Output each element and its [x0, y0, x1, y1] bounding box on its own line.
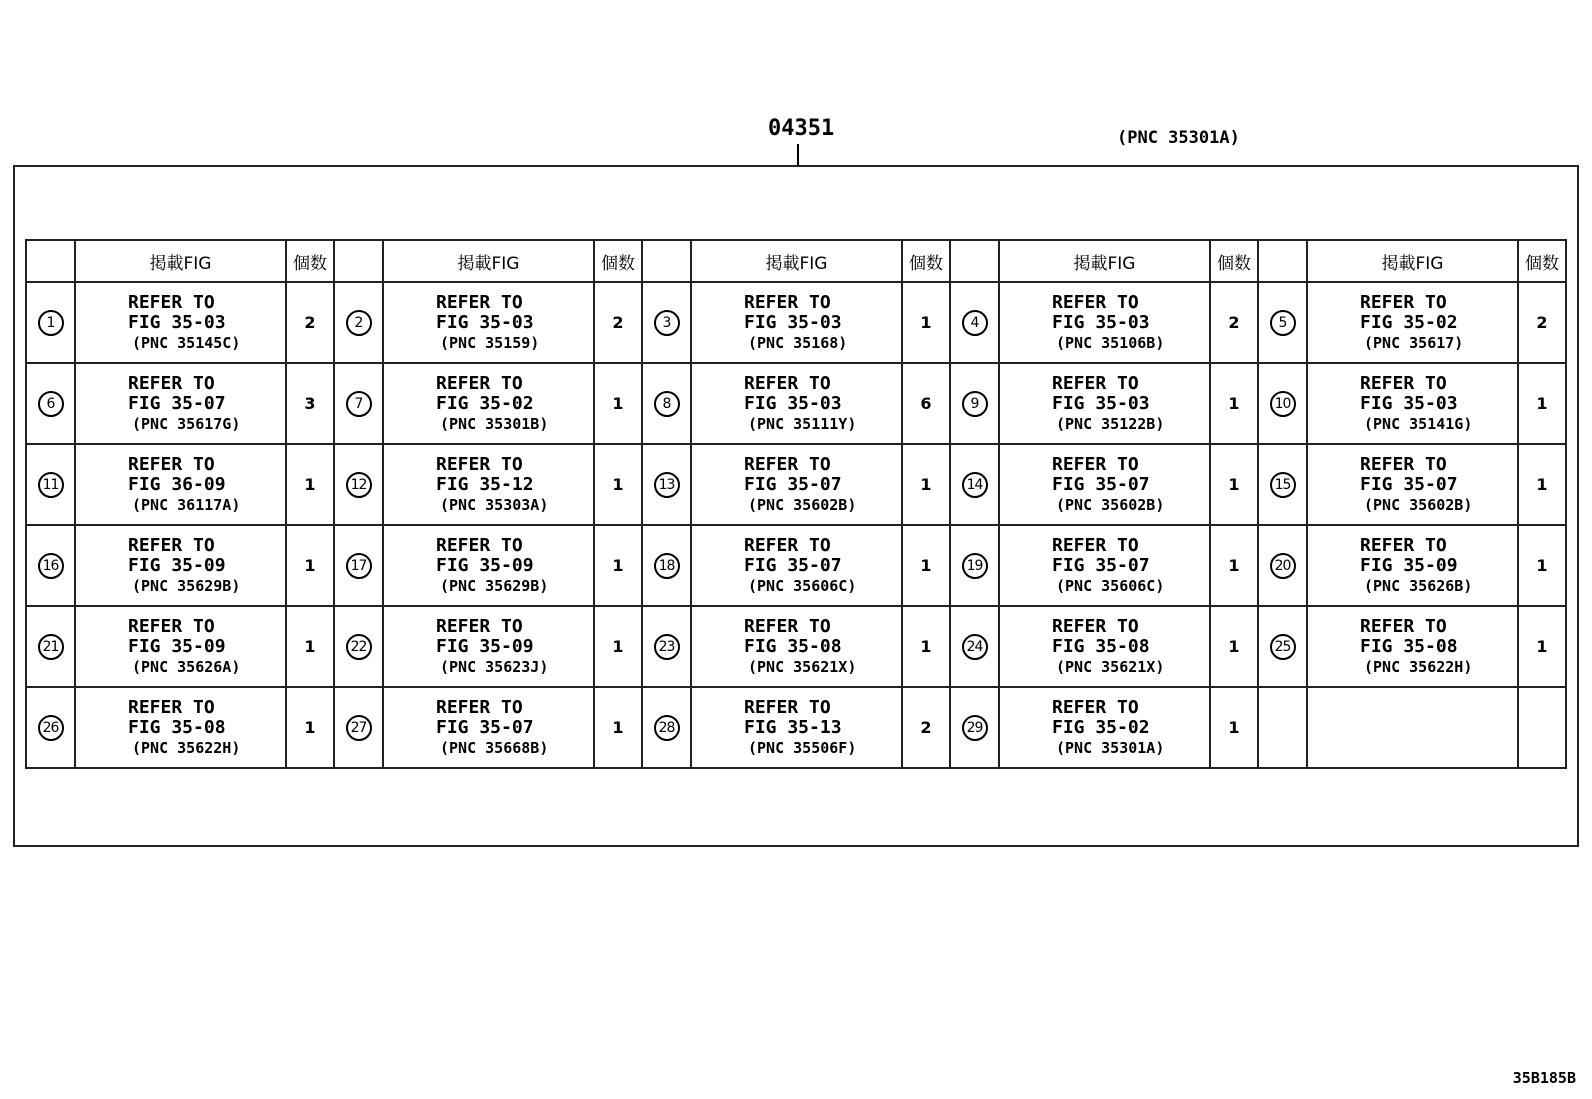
header-qty: 個数	[286, 240, 334, 282]
item-number-circle: 3	[654, 310, 680, 336]
fig-number-text: FIG 35-07	[128, 392, 226, 414]
item-number-circle: 22	[346, 634, 372, 660]
pnc-text: (PNC 35621X)	[1056, 657, 1165, 676]
item-number-circle: 19	[962, 553, 988, 579]
pnc-text: (PNC 35301A)	[1056, 738, 1165, 757]
fig-reference	[1000, 293, 1209, 353]
pnc-text: (PNC 35122B)	[1056, 414, 1165, 433]
fig-reference	[1308, 617, 1517, 677]
quantity-cell: 1	[286, 687, 334, 768]
fig-reference	[692, 536, 901, 596]
item-number-cell	[26, 525, 75, 606]
fig-number-text: FIG 35-07	[1052, 473, 1150, 495]
fig-reference-cell	[75, 687, 286, 768]
fig-number-text: FIG 35-09	[128, 554, 226, 576]
item-number-circle: 20	[1270, 553, 1296, 579]
fig-number-text: FIG 35-13	[744, 716, 842, 738]
header-number-cell	[334, 240, 383, 282]
fig-reference-cell	[1307, 282, 1518, 363]
fig-reference-cell	[999, 687, 1210, 768]
item-number-cell	[1258, 363, 1307, 444]
fig-reference	[76, 536, 285, 596]
item-number-cell	[642, 282, 691, 363]
pnc-text: (PNC 35606C)	[1056, 576, 1165, 595]
fig-reference-cell	[75, 282, 286, 363]
figure-reference-table	[25, 239, 1567, 769]
item-number-circle: 6	[38, 391, 64, 417]
pnc-text: (PNC 35621X)	[748, 657, 857, 676]
pnc-text: (PNC 35602B)	[1056, 495, 1165, 514]
quantity-cell: 2	[286, 282, 334, 363]
quantity-cell: 1	[1518, 525, 1566, 606]
item-number-cell	[1258, 282, 1307, 363]
fig-number-text: FIG 35-03	[1360, 392, 1458, 414]
quantity-cell: 1	[1518, 444, 1566, 525]
fig-reference-cell	[383, 606, 594, 687]
fig-reference-cell	[1307, 687, 1518, 768]
header-number-cell	[1258, 240, 1307, 282]
header-fig: 掲載FIG	[383, 240, 594, 282]
table-row	[26, 687, 1566, 768]
quantity-cell: 1	[1210, 444, 1258, 525]
refer-to-text: REFER TO	[1052, 696, 1139, 718]
refer-to-text: REFER TO	[1360, 372, 1447, 394]
item-number-circle: 2	[346, 310, 372, 336]
header-qty: 個数	[902, 240, 950, 282]
fig-reference-cell	[691, 282, 902, 363]
refer-to-text: REFER TO	[744, 291, 831, 313]
item-number-circle: 8	[654, 391, 680, 417]
fig-reference	[692, 698, 901, 758]
item-number-cell	[334, 525, 383, 606]
quantity-cell: 1	[1210, 687, 1258, 768]
refer-to-text: REFER TO	[128, 291, 215, 313]
header-qty: 個数	[1518, 240, 1566, 282]
fig-number-text: FIG 35-07	[744, 473, 842, 495]
item-number-circle: 21	[38, 634, 64, 660]
item-number-cell	[642, 606, 691, 687]
item-number-cell	[334, 606, 383, 687]
item-number-circle: 13	[654, 472, 680, 498]
item-number-circle: 27	[346, 715, 372, 741]
quantity-cell: 3	[286, 363, 334, 444]
quantity-cell: 1	[594, 363, 642, 444]
refer-to-text: REFER TO	[744, 534, 831, 556]
pnc-text: (PNC 35617)	[1364, 333, 1464, 352]
fig-number-text: FIG 35-02	[436, 392, 534, 414]
header-qty: 個数	[1210, 240, 1258, 282]
header-number-cell	[642, 240, 691, 282]
quantity-cell: 1	[594, 606, 642, 687]
fig-number-text: FIG 36-09	[128, 473, 226, 495]
fig-reference	[1000, 374, 1209, 434]
quantity-cell: 2	[1210, 282, 1258, 363]
fig-reference	[76, 293, 285, 353]
quantity-cell: 1	[594, 687, 642, 768]
item-number-circle: 26	[38, 715, 64, 741]
fig-reference	[1000, 617, 1209, 677]
fig-number-text: FIG 35-02	[1052, 716, 1150, 738]
fig-number-text: FIG 35-07	[744, 554, 842, 576]
pnc-text: (PNC 35506F)	[748, 738, 857, 757]
fig-reference-cell	[75, 525, 286, 606]
fig-reference-cell	[691, 606, 902, 687]
table-header-row	[26, 240, 1566, 282]
fig-reference	[1308, 293, 1517, 353]
fig-reference-cell	[691, 525, 902, 606]
item-number-cell	[950, 687, 999, 768]
pnc-text: (PNC 35617G)	[132, 414, 241, 433]
fig-number-text: FIG 35-09	[436, 635, 534, 657]
item-number-cell	[26, 687, 75, 768]
fig-number-text: FIG 35-09	[1360, 554, 1458, 576]
quantity-cell: 1	[902, 525, 950, 606]
pnc-text: (PNC 35602B)	[748, 495, 857, 514]
pnc-text: (PNC 35602B)	[1364, 495, 1473, 514]
pnc-text: (PNC 35111Y)	[748, 414, 857, 433]
pnc-text: (PNC 35622H)	[132, 738, 241, 757]
refer-to-text: REFER TO	[128, 372, 215, 394]
fig-number-text: FIG 35-08	[1052, 635, 1150, 657]
quantity-cell: 2	[1518, 282, 1566, 363]
fig-reference	[76, 698, 285, 758]
refer-to-text: REFER TO	[1360, 453, 1447, 475]
refer-to-text: REFER TO	[1052, 534, 1139, 556]
pnc-text: (PNC 35622H)	[1364, 657, 1473, 676]
fig-reference-cell	[75, 444, 286, 525]
fig-reference-cell	[691, 687, 902, 768]
pnc-text: (PNC 35301B)	[440, 414, 549, 433]
refer-to-text: REFER TO	[128, 453, 215, 475]
item-number-cell	[950, 606, 999, 687]
refer-to-text: REFER TO	[436, 615, 523, 637]
fig-reference-cell	[691, 444, 902, 525]
item-number-circle: 23	[654, 634, 680, 660]
refer-to-text: REFER TO	[744, 696, 831, 718]
refer-to-text: REFER TO	[128, 696, 215, 718]
refer-to-text: REFER TO	[436, 696, 523, 718]
item-number-circle: 4	[962, 310, 988, 336]
fig-reference-cell	[1307, 525, 1518, 606]
refer-to-text: REFER TO	[1052, 615, 1139, 637]
item-number-circle: 28	[654, 715, 680, 741]
item-number-cell	[1258, 687, 1307, 768]
fig-reference-cell	[1307, 363, 1518, 444]
fig-number-text: FIG 35-03	[1052, 392, 1150, 414]
fig-number-text: FIG 35-12	[436, 473, 534, 495]
fig-number-text: FIG 35-07	[436, 716, 534, 738]
pnc-text: (PNC 35141G)	[1364, 414, 1473, 433]
refer-to-text: REFER TO	[436, 372, 523, 394]
item-number-circle: 7	[346, 391, 372, 417]
item-number-cell	[642, 525, 691, 606]
fig-reference-cell	[383, 525, 594, 606]
fig-reference	[692, 374, 901, 434]
quantity-cell: 1	[286, 525, 334, 606]
refer-to-text: REFER TO	[128, 615, 215, 637]
quantity-cell: 1	[286, 444, 334, 525]
pnc-text: (PNC 35629B)	[440, 576, 549, 595]
item-number-circle: 18	[654, 553, 680, 579]
item-number-circle: 9	[962, 391, 988, 417]
pnc-text: (PNC 35623J)	[440, 657, 549, 676]
item-number-cell	[642, 363, 691, 444]
refer-to-text: REFER TO	[128, 534, 215, 556]
fig-reference	[384, 455, 593, 515]
fig-reference-cell	[999, 606, 1210, 687]
quantity-cell: 1	[902, 606, 950, 687]
refer-to-text: REFER TO	[1360, 291, 1447, 313]
fig-reference-cell	[75, 606, 286, 687]
header-fig: 掲載FIG	[691, 240, 902, 282]
fig-reference	[1000, 455, 1209, 515]
fig-reference	[692, 455, 901, 515]
refer-to-text: REFER TO	[1052, 372, 1139, 394]
item-number-cell	[334, 687, 383, 768]
table-row	[26, 444, 1566, 525]
quantity-cell: 1	[1210, 363, 1258, 444]
fig-reference-cell	[383, 687, 594, 768]
item-number-cell	[26, 282, 75, 363]
header-number-cell	[26, 240, 75, 282]
fig-reference	[1308, 374, 1517, 434]
item-number-circle: 10	[1270, 391, 1296, 417]
refer-to-text: REFER TO	[1052, 453, 1139, 475]
item-number-circle: 16	[38, 553, 64, 579]
fig-number-text: FIG 35-09	[128, 635, 226, 657]
quantity-cell: 1	[594, 525, 642, 606]
fig-reference-cell	[383, 444, 594, 525]
fig-number-text: FIG 35-03	[1052, 311, 1150, 333]
refer-to-text: REFER TO	[744, 453, 831, 475]
item-number-circle: 25	[1270, 634, 1296, 660]
fig-reference-cell	[999, 525, 1210, 606]
header-fig: 掲載FIG	[1307, 240, 1518, 282]
header-fig: 掲載FIG	[999, 240, 1210, 282]
quantity-cell: 6	[902, 363, 950, 444]
fig-reference-cell	[999, 282, 1210, 363]
quantity-cell: 1	[1210, 525, 1258, 606]
item-number-cell	[26, 363, 75, 444]
fig-reference	[384, 536, 593, 596]
table-row	[26, 606, 1566, 687]
quantity-cell: 1	[902, 282, 950, 363]
fig-number-text: FIG 35-03	[744, 311, 842, 333]
fig-reference	[1308, 536, 1517, 596]
item-number-circle: 15	[1270, 472, 1296, 498]
item-number-circle: 29	[962, 715, 988, 741]
pnc-text: (PNC 36117A)	[132, 495, 241, 514]
table-row	[26, 525, 1566, 606]
fig-number-text: FIG 35-03	[436, 311, 534, 333]
fig-number-text: FIG 35-08	[1360, 635, 1458, 657]
fig-reference-cell	[691, 363, 902, 444]
fig-number-text: FIG 35-09	[436, 554, 534, 576]
pnc-text: (PNC 35626B)	[1364, 576, 1473, 595]
fig-reference	[384, 293, 593, 353]
table-body	[26, 282, 1566, 768]
diagram-code-label: 35B185B	[1512, 1069, 1576, 1087]
refer-to-text: REFER TO	[744, 372, 831, 394]
refer-to-text: REFER TO	[1052, 291, 1139, 313]
item-number-cell	[26, 606, 75, 687]
part-number-label: 04351	[768, 116, 835, 141]
fig-reference-cell	[75, 363, 286, 444]
item-number-circle: 17	[346, 553, 372, 579]
pnc-text: (PNC 35626A)	[132, 657, 241, 676]
fig-number-text: FIG 35-03	[744, 392, 842, 414]
refer-to-text: REFER TO	[1360, 615, 1447, 637]
item-number-cell	[1258, 444, 1307, 525]
fig-reference	[384, 617, 593, 677]
item-number-cell	[950, 525, 999, 606]
quantity-cell: 2	[594, 282, 642, 363]
item-number-circle: 24	[962, 634, 988, 660]
fig-reference-cell	[1307, 444, 1518, 525]
pnc-text: (PNC 35168)	[748, 333, 848, 352]
fig-reference-cell	[383, 282, 594, 363]
pnc-text: (PNC 35606C)	[748, 576, 857, 595]
fig-reference-cell	[1307, 606, 1518, 687]
fig-number-text: FIG 35-07	[1360, 473, 1458, 495]
header-fig: 掲載FIG	[75, 240, 286, 282]
pnc-text: (PNC 35303A)	[440, 495, 549, 514]
fig-reference	[1000, 536, 1209, 596]
item-number-circle: 12	[346, 472, 372, 498]
item-number-cell	[26, 444, 75, 525]
pnc-text: (PNC 35159)	[440, 333, 540, 352]
item-number-cell	[950, 282, 999, 363]
pnc-text: (PNC 35668B)	[440, 738, 549, 757]
quantity-cell: 1	[902, 444, 950, 525]
quantity-cell: 1	[286, 606, 334, 687]
item-number-cell	[334, 444, 383, 525]
quantity-cell: 2	[902, 687, 950, 768]
item-number-cell	[1258, 606, 1307, 687]
fig-reference	[1308, 455, 1517, 515]
pnc-text: (PNC 35629B)	[132, 576, 241, 595]
item-number-cell	[334, 363, 383, 444]
quantity-cell: 1	[594, 444, 642, 525]
pnc-text: (PNC 35145C)	[132, 333, 241, 352]
quantity-cell: 1	[1518, 606, 1566, 687]
item-number-circle: 1	[38, 310, 64, 336]
item-number-cell	[642, 687, 691, 768]
fig-number-text: FIG 35-02	[1360, 311, 1458, 333]
quantity-cell: 1	[1518, 363, 1566, 444]
fig-reference-cell	[999, 363, 1210, 444]
quantity-cell: 1	[1210, 606, 1258, 687]
header-qty: 個数	[594, 240, 642, 282]
quantity-cell	[1518, 687, 1566, 768]
fig-number-text: FIG 35-08	[128, 716, 226, 738]
fig-reference-cell	[999, 444, 1210, 525]
fig-reference	[692, 293, 901, 353]
refer-to-text: REFER TO	[436, 291, 523, 313]
fig-reference-cell	[383, 363, 594, 444]
header-number-cell	[950, 240, 999, 282]
item-number-cell	[1258, 525, 1307, 606]
table-row	[26, 282, 1566, 363]
pnc-text: (PNC 35106B)	[1056, 333, 1165, 352]
fig-number-text: FIG 35-08	[744, 635, 842, 657]
pnc-reference-label: (PNC 35301A)	[1117, 128, 1240, 148]
refer-to-text: REFER TO	[436, 534, 523, 556]
fig-reference	[692, 617, 901, 677]
refer-to-text: REFER TO	[436, 453, 523, 475]
refer-to-text: REFER TO	[1360, 534, 1447, 556]
fig-reference	[1000, 698, 1209, 758]
fig-reference	[76, 374, 285, 434]
fig-reference	[384, 698, 593, 758]
table-row	[26, 363, 1566, 444]
item-number-circle: 14	[962, 472, 988, 498]
item-number-circle: 5	[1270, 310, 1296, 336]
fig-number-text: FIG 35-07	[1052, 554, 1150, 576]
fig-reference	[76, 617, 285, 677]
item-number-cell	[334, 282, 383, 363]
item-number-cell	[642, 444, 691, 525]
item-number-cell	[950, 444, 999, 525]
item-number-circle: 11	[38, 472, 64, 498]
fig-number-text: FIG 35-03	[128, 311, 226, 333]
fig-reference	[76, 455, 285, 515]
refer-to-text: REFER TO	[744, 615, 831, 637]
fig-reference	[384, 374, 593, 434]
part-leader-line	[797, 144, 799, 166]
item-number-cell	[950, 363, 999, 444]
